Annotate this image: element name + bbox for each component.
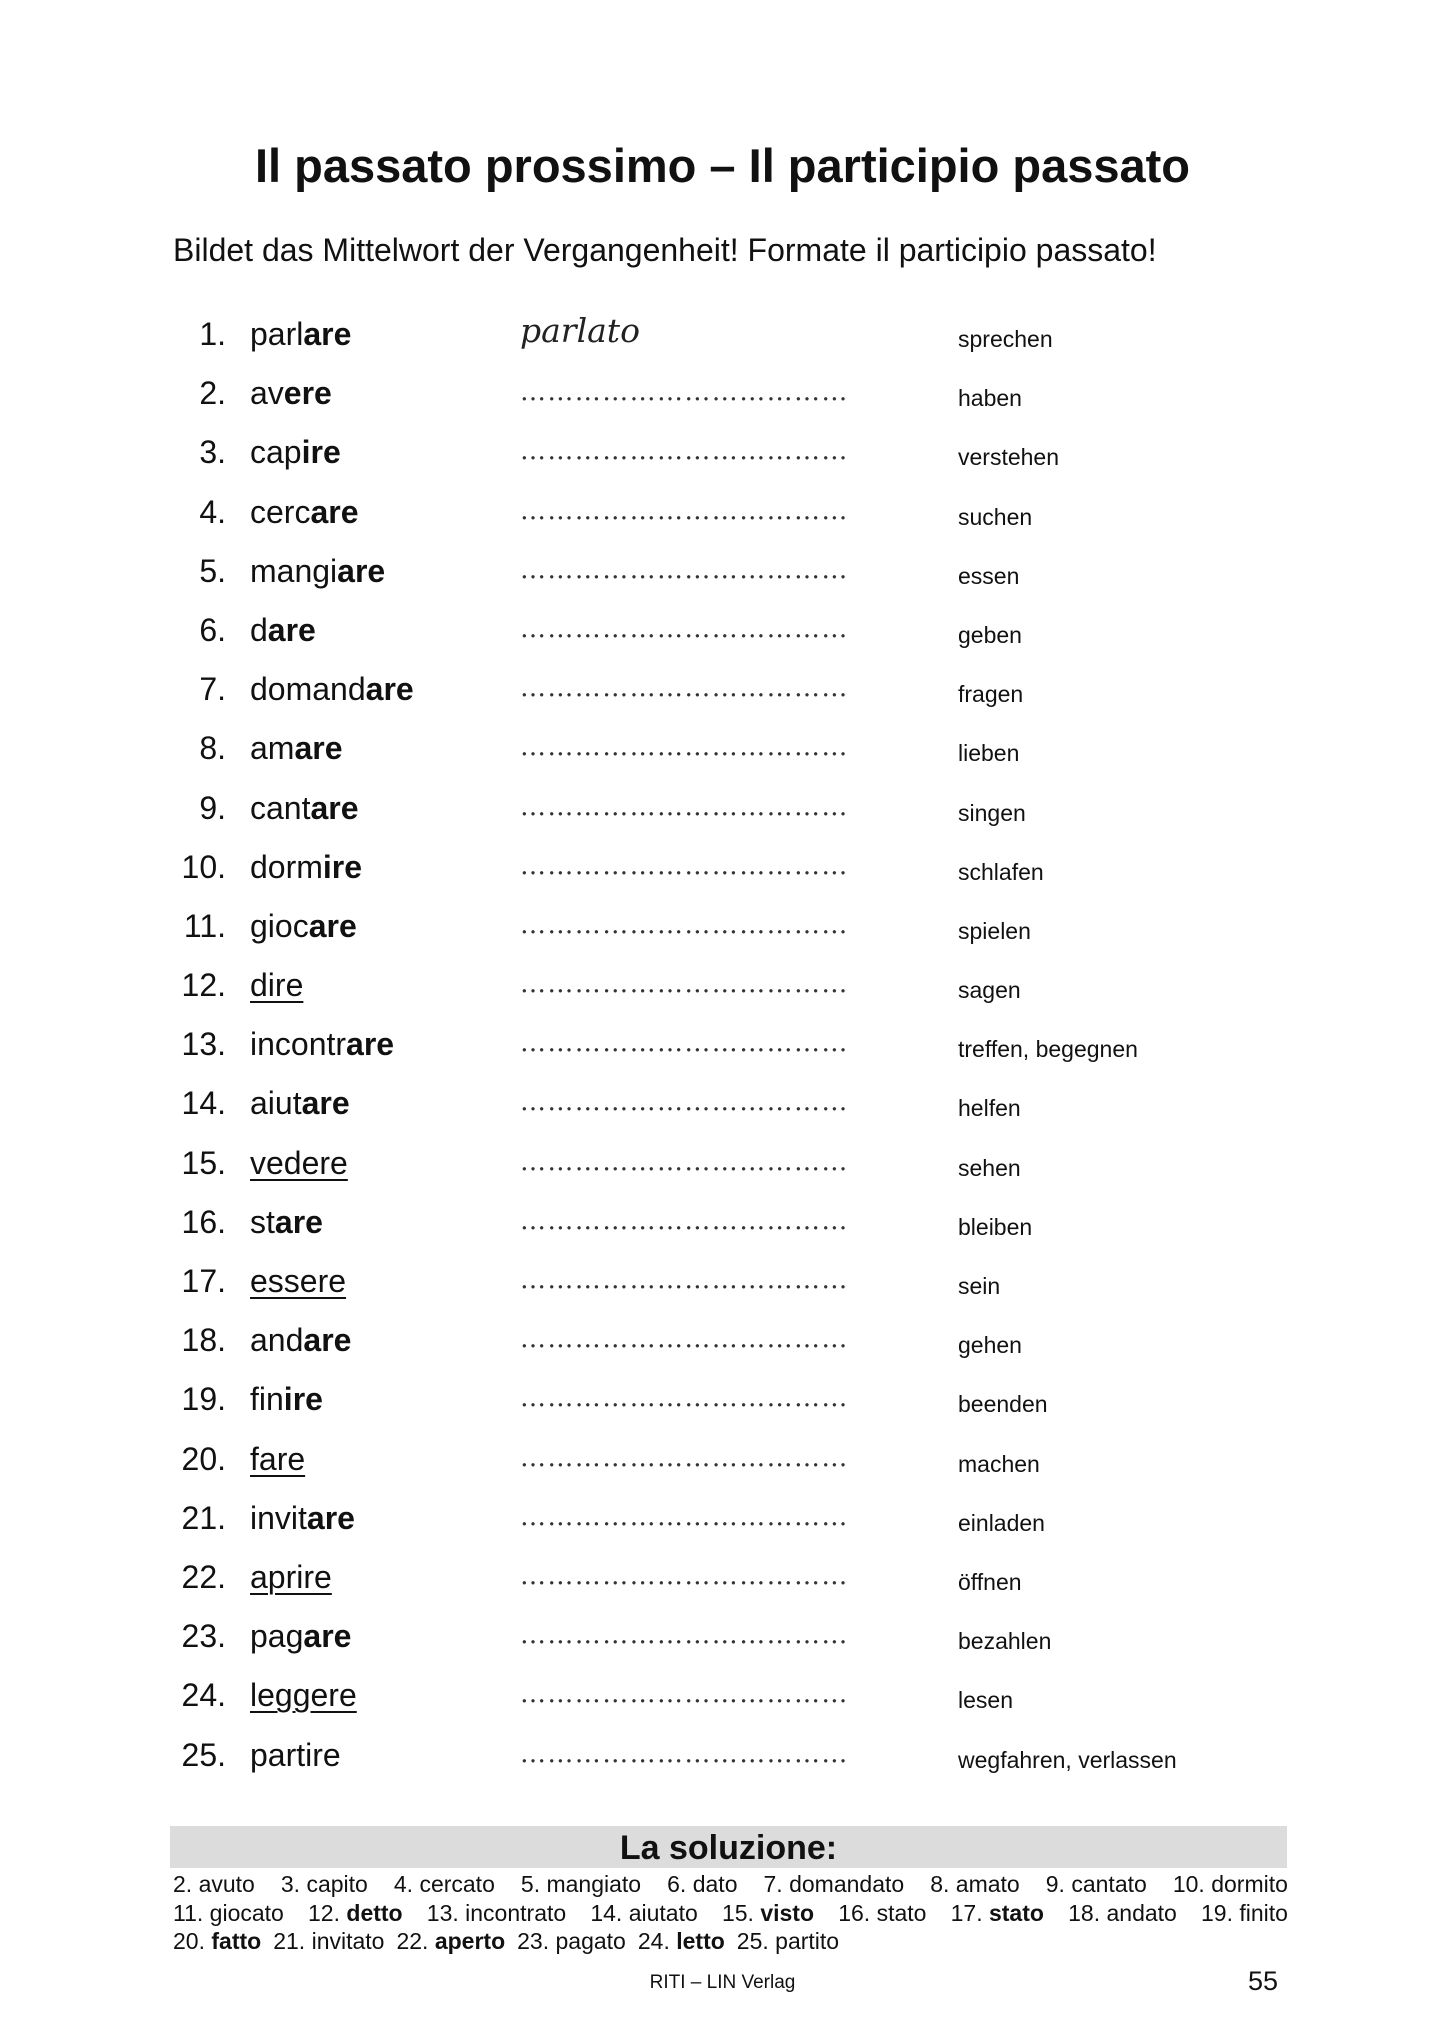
infinitive-ending: are [365, 671, 414, 708]
solution-number: 14. [590, 1899, 623, 1926]
infinitive-ending: are [301, 1085, 350, 1122]
solution-number: 4. [393, 1871, 414, 1897]
answer-blank[interactable]: ……………………………… [520, 732, 849, 763]
infinitive [250, 1026, 394, 1063]
infinitive-stem: cant [250, 789, 311, 826]
footer-publisher: RITI – LIN Verlag [649, 1972, 796, 1993]
infinitive-stem: aiut [250, 1085, 302, 1122]
solution-word: letto [676, 1928, 725, 1954]
infinitive [250, 790, 359, 827]
item-number: 7. [199, 671, 226, 708]
answer-blank[interactable]: ……………………………… [520, 436, 849, 467]
infinitive-stem: essere [250, 1263, 347, 1299]
item-number: 20. [181, 1440, 226, 1477]
answer-blank[interactable]: ……………………………… [520, 1087, 849, 1118]
exercise-row [0, 663, 1445, 722]
infinitive-ending: ire [283, 1381, 323, 1418]
solution-word: aperto [434, 1928, 506, 1954]
answer-blank[interactable]: ……………………………… [520, 1442, 849, 1473]
infinitive-ending: are [306, 1499, 355, 1536]
exercise-row [0, 1551, 1445, 1610]
solution-line [173, 1927, 1288, 1956]
solution-word: giocato [209, 1899, 284, 1926]
solution-number: 13. [426, 1899, 459, 1926]
infinitive-stem: incontr [250, 1026, 347, 1063]
answer-blank[interactable]: ……………………………… [520, 554, 849, 585]
page-number: 55 [1248, 1966, 1279, 1996]
solution-word: andato [1106, 1899, 1177, 1926]
solution-number: 22. [396, 1928, 429, 1954]
german-translation: sehen [958, 1154, 1021, 1181]
solution-number: 20. [173, 1928, 205, 1954]
german-translation: sagen [958, 977, 1021, 1004]
infinitive-stem: gioc [250, 907, 309, 944]
exercise-row [0, 426, 1445, 485]
item-number: 5. [199, 552, 226, 589]
german-translation: singen [958, 799, 1026, 826]
answer-blank[interactable]: ……………………………… [520, 1265, 849, 1295]
answer-blank[interactable]: ……………………………… [520, 1620, 849, 1651]
infinitive-ending: are [303, 1322, 352, 1359]
exercise-row [0, 782, 1445, 841]
answer-blank[interactable]: ……………………………… [520, 850, 849, 881]
exercise-row [0, 1255, 1445, 1314]
solution-number: 19. [1201, 1899, 1233, 1926]
answer-blank[interactable]: ……………………………… [520, 1738, 849, 1769]
exercise-row [0, 1669, 1445, 1728]
infinitive-ending: are [303, 1618, 352, 1655]
exercise-row [0, 545, 1445, 604]
infinitive [250, 1381, 323, 1418]
german-translation: spielen [958, 917, 1031, 944]
answer-blank[interactable]: ……………………………… [520, 1679, 849, 1710]
solution-word: amato [955, 1871, 1020, 1897]
infinitive [250, 671, 414, 708]
solution-item [173, 1870, 255, 1899]
solution-word: stato [876, 1899, 927, 1926]
german-translation: gehen [958, 1332, 1022, 1359]
german-translation: bleiben [958, 1213, 1033, 1240]
infinitive-ending: are [346, 1026, 395, 1063]
item-number: 2. [199, 375, 226, 412]
infinitive [250, 730, 343, 767]
infinitive-ending: are [310, 789, 359, 826]
solution-word: invitato [311, 1928, 385, 1954]
exercise-row [0, 1196, 1445, 1255]
solution-word: dormito [1211, 1871, 1288, 1897]
exercise-list [0, 308, 1445, 1788]
german-translation: treffen, begegnen [958, 1036, 1138, 1063]
item-number: 6. [199, 611, 226, 648]
infinitive-stem: fin [250, 1381, 284, 1418]
infinitive [250, 612, 316, 649]
answer-handwritten[interactable]: parlato [520, 311, 640, 350]
solution-word: fatto [211, 1928, 262, 1954]
german-translation: fragen [958, 681, 1024, 708]
solution-word: visto [760, 1899, 815, 1926]
item-number: 14. [181, 1085, 226, 1122]
solution-item [1046, 1870, 1147, 1899]
page-title: Il passato prossimo – Il participio passato [254, 139, 1191, 192]
item-number: 18. [181, 1322, 226, 1359]
infinitive-stem: cap [250, 434, 302, 471]
german-translation: beenden [958, 1391, 1048, 1418]
infinitive [250, 1737, 341, 1774]
solution-item [590, 1899, 697, 1928]
exercise-row [0, 900, 1445, 959]
german-translation: sprechen [958, 326, 1053, 352]
infinitive-stem: vedere [250, 1144, 348, 1181]
german-translation: wegfahren, verlassen [958, 1746, 1177, 1773]
german-translation: einladen [958, 1509, 1045, 1536]
item-number: 13. [181, 1026, 226, 1063]
answer-blank[interactable]: ……………………………… [520, 377, 849, 408]
answer-blank[interactable]: ……………………………… [520, 673, 849, 704]
solution-number: 10. [1172, 1871, 1205, 1897]
solution-number: 21. [273, 1928, 306, 1954]
solution-item [1068, 1899, 1177, 1928]
solution-item [308, 1899, 403, 1928]
infinitive-stem: and [250, 1322, 304, 1359]
german-translation: lesen [958, 1687, 1013, 1714]
infinitive-ending: are [303, 316, 352, 352]
exercise-row [0, 367, 1445, 426]
item-number: 4. [199, 493, 226, 530]
solution-item [281, 1870, 368, 1899]
solution-number: 15. [721, 1899, 754, 1926]
solution-number: 11. [173, 1899, 204, 1926]
german-translation: geben [958, 621, 1022, 648]
solution-item [838, 1899, 926, 1928]
infinitive-stem: fare [250, 1440, 306, 1477]
infinitive-ending: ire [322, 848, 363, 885]
infinitive [250, 1085, 350, 1122]
solution-number: 17. [950, 1899, 983, 1926]
answer-blank[interactable]: ……………………………… [520, 791, 849, 822]
exercise-row [0, 1610, 1445, 1669]
infinitive-stem: leggere [250, 1677, 357, 1714]
exercise-row [0, 841, 1445, 900]
solution-item [737, 1927, 839, 1956]
instructions: Bildet das Mittelwort der Vergangenheit! Formate il participio passato! [173, 232, 1157, 268]
infinitive [250, 967, 303, 1004]
solution-item [1173, 1870, 1288, 1899]
solution-word: incontrato [465, 1899, 567, 1926]
solution-number: 2. [173, 1871, 193, 1897]
infinitive-stem: dire [250, 967, 304, 1004]
solution-word: dato [692, 1871, 738, 1897]
answer-blank[interactable]: ……………………………… [520, 1146, 849, 1177]
exercise-row [0, 1018, 1445, 1077]
item-number: 21. [181, 1499, 226, 1536]
infinitive-stem: partire [250, 1736, 341, 1773]
german-translation: sein [958, 1273, 1001, 1299]
infinitive-ending: are [337, 552, 386, 589]
solution-number: 7. [763, 1871, 783, 1897]
answer-blank[interactable]: ……………………………… [520, 613, 849, 644]
infinitive [250, 1204, 323, 1241]
solution-number: 25. [736, 1928, 769, 1954]
item-number: 9. [199, 789, 226, 826]
infinitive-ending: are [294, 730, 343, 767]
solution-word: mangiato [546, 1871, 642, 1897]
infinitive-stem: cerc [250, 493, 311, 530]
solution-item [273, 1927, 384, 1956]
solution-item [764, 1870, 905, 1899]
exercise-row [0, 1492, 1445, 1551]
german-translation: verstehen [958, 444, 1060, 471]
solution-item [427, 1899, 566, 1928]
solution-item [173, 1899, 284, 1928]
infinitive [250, 1677, 357, 1714]
item-number: 17. [181, 1263, 226, 1299]
german-translation: essen [958, 562, 1020, 589]
infinitive-stem: d [250, 611, 268, 648]
solution-text [173, 1870, 1288, 1956]
solution-number: 3. [280, 1871, 301, 1897]
solution-header-bar [170, 1826, 1287, 1868]
infinitive-ending: ere [283, 375, 332, 412]
solution-word: domandato [789, 1871, 905, 1897]
answer-blank[interactable]: ……………………………… [520, 1383, 849, 1414]
infinitive-stem: mangi [250, 552, 338, 589]
infinitive-stem: am [250, 730, 295, 767]
solution-number: 5. [520, 1871, 541, 1897]
infinitive-ending: ire [301, 434, 341, 471]
item-number: 1. [199, 316, 226, 352]
solution-number: 23. [517, 1928, 550, 1954]
infinitive [250, 1145, 348, 1182]
item-number: 24. [181, 1677, 226, 1714]
infinitive-stem: invit [250, 1499, 307, 1536]
solution-item [396, 1927, 505, 1956]
item-number: 8. [199, 730, 226, 767]
answer-blank[interactable]: ……………………………… [520, 909, 849, 940]
infinitive [250, 553, 385, 590]
infinitive [250, 494, 359, 531]
solution-number: 12. [308, 1899, 340, 1926]
exercise-row [0, 1137, 1445, 1196]
german-translation: haben [958, 385, 1022, 412]
solution-item [667, 1870, 737, 1899]
solution-number: 24. [637, 1928, 670, 1954]
solution-word: detto [346, 1899, 403, 1926]
solution-item [638, 1927, 725, 1956]
solution-word: partito [775, 1928, 840, 1954]
infinitive-stem: dorm [250, 848, 323, 885]
solution-item [951, 1899, 1044, 1928]
item-number: 15. [181, 1144, 226, 1181]
german-translation: öffnen [958, 1568, 1022, 1595]
solution-number: 18. [1068, 1899, 1101, 1926]
solution-word: pagato [555, 1928, 626, 1954]
infinitive [250, 1618, 351, 1655]
infinitive-ending: are [308, 907, 357, 944]
answer-blank[interactable]: ……………………………… [520, 1501, 849, 1532]
answer-blank[interactable]: ……………………………… [520, 1324, 849, 1355]
german-translation: suchen [958, 503, 1033, 530]
answer-blank[interactable]: ……………………………… [520, 1205, 849, 1236]
solution-line [173, 1870, 1288, 1899]
answer-blank[interactable]: ……………………………… [520, 969, 849, 1000]
infinitive-stem: pag [250, 1618, 304, 1655]
solution-heading: La soluzione: [619, 1829, 838, 1867]
exercise-row [0, 722, 1445, 781]
item-number: 25. [181, 1736, 226, 1773]
infinitive-ending: are [267, 611, 316, 648]
exercise-row [0, 604, 1445, 663]
solution-item [517, 1927, 626, 1956]
solution-number: 16. [838, 1899, 871, 1926]
german-translation: helfen [958, 1095, 1021, 1122]
infinitive-ending: are [274, 1203, 323, 1240]
solution-line [173, 1899, 1288, 1928]
infinitive-stem: domand [250, 671, 366, 708]
exercise-row [0, 1433, 1445, 1492]
infinitive [250, 1322, 351, 1359]
solution-word: aiutato [628, 1899, 698, 1926]
answer-blank[interactable]: ……………………………… [520, 1560, 849, 1591]
exercise-row [0, 1077, 1445, 1136]
solution-word: cantato [1071, 1871, 1147, 1897]
solution-item [394, 1870, 495, 1899]
exercise-row [0, 1373, 1445, 1432]
infinitive-stem: aprire [250, 1558, 332, 1595]
item-number: 23. [181, 1618, 226, 1655]
item-number: 12. [181, 967, 226, 1004]
infinitive-ending: are [310, 493, 359, 530]
exercise-row [0, 959, 1445, 1018]
solution-item [722, 1899, 814, 1928]
infinitive [250, 1263, 346, 1300]
item-number: 16. [181, 1203, 226, 1240]
infinitive [250, 1441, 305, 1478]
infinitive-stem: parl [250, 316, 304, 352]
solution-item [1201, 1899, 1288, 1928]
solution-word: stato [988, 1899, 1044, 1926]
german-translation: schlafen [958, 858, 1044, 885]
solution-item [173, 1927, 261, 1956]
infinitive [250, 849, 362, 886]
exercise-row [0, 486, 1445, 545]
infinitive [250, 375, 332, 412]
answer-blank[interactable]: ……………………………… [520, 1028, 849, 1059]
item-number: 19. [181, 1381, 226, 1418]
exercise-row [0, 308, 1445, 367]
item-number: 11. [183, 907, 226, 944]
exercise-row [0, 1314, 1445, 1373]
german-translation: machen [958, 1450, 1040, 1477]
infinitive [250, 1500, 355, 1537]
solution-item [930, 1870, 1020, 1899]
infinitive [250, 434, 341, 471]
solution-word: capito [306, 1871, 368, 1897]
item-number: 22. [181, 1558, 226, 1595]
solution-word: finito [1239, 1899, 1288, 1926]
solution-item [521, 1870, 641, 1899]
answer-blank[interactable]: ……………………………… [520, 495, 849, 526]
item-number: 10. [181, 848, 226, 885]
infinitive [250, 316, 351, 353]
solution-number: 9. [1045, 1871, 1065, 1897]
solution-word: avuto [198, 1871, 255, 1897]
infinitive [250, 1559, 332, 1596]
german-translation: bezahlen [958, 1628, 1052, 1655]
german-translation: lieben [958, 740, 1020, 767]
item-number: 3. [199, 434, 226, 471]
solution-number: 8. [930, 1871, 950, 1897]
solution-number: 6. [667, 1871, 687, 1897]
infinitive-stem: st [250, 1203, 275, 1240]
infinitive [250, 908, 357, 945]
exercise-row [0, 1729, 1445, 1788]
solution-word: cercato [419, 1871, 495, 1897]
infinitive-stem: av [250, 375, 284, 412]
